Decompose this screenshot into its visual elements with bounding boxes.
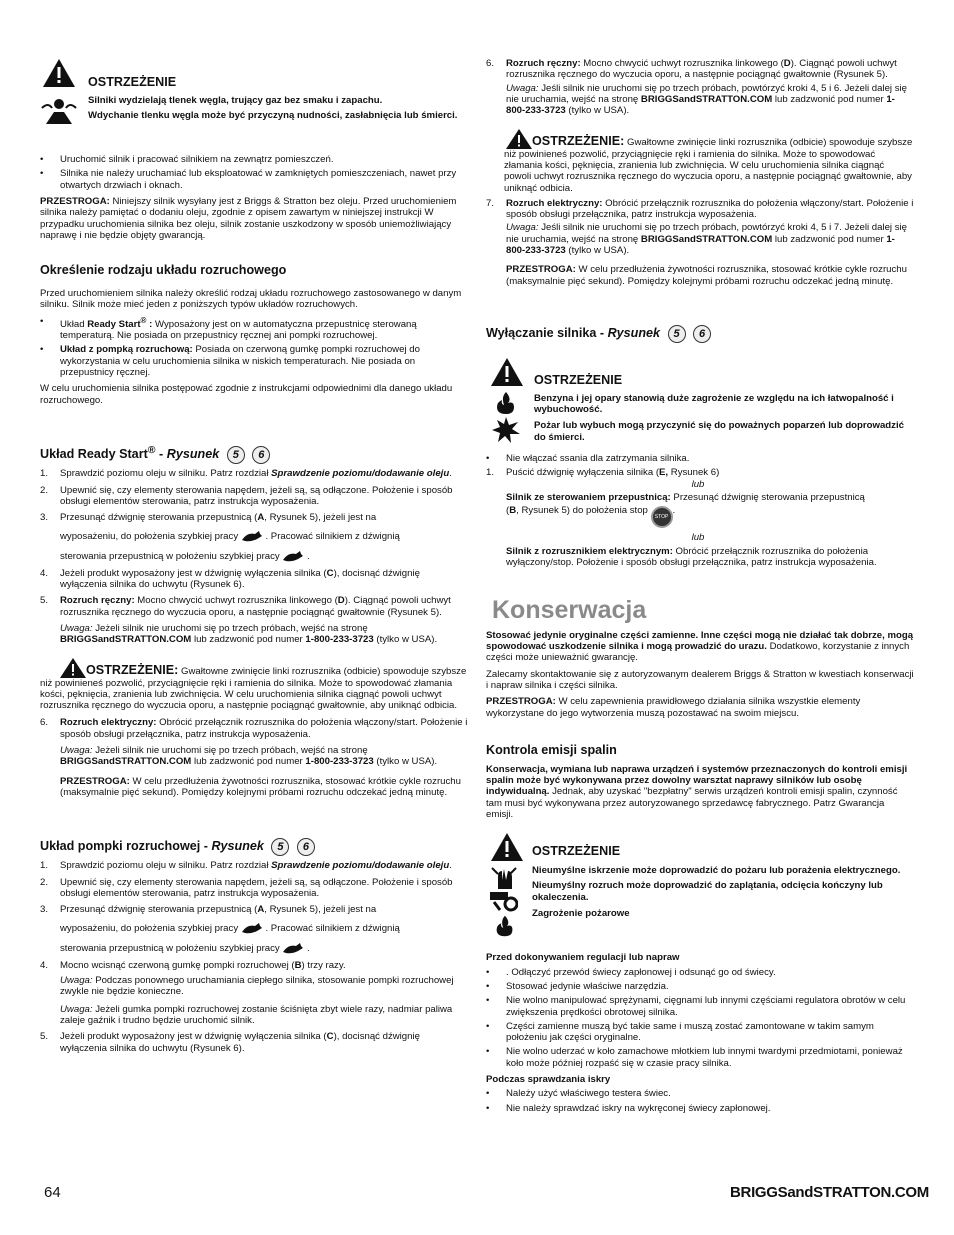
section-title-maintenance: Konserwacja — [492, 596, 647, 625]
step: 4. Mocno wcisnąć czerwoną gumkę pompki rozruchowej (B) trzy razy. Uwaga: Podczas ponownego uruchamiania ciepłego silnika, stosowanie pompki rozruchowej zwykle nie będzie konieczne. Uwaga: Jeżeli gumka pompki rozruchowej zostanie ściśnięta zbyt wiele razy, nadmiar paliwa zaleje gaźnik i trudno będzie uruchomić silnik. — [40, 959, 454, 1027]
list-item: • Nie wolno manipulować sprężynami, cięgnami lub innymi częściami regulatora obrotów w celu zwiększenia prędkości obrotowej silnika. — [486, 995, 914, 1018]
warning-triangle-icon — [506, 129, 532, 149]
recoil-warning: OSTRZEŻENIE: Gwałtowne zwinięcie linki rozrusznika (odbicie) spowoduje szybsze niż powinieneś pozwolić, przyciągnięcie ręki i ramienia do silnika. Może to spowodować złamania kości, pęknięcia, zranienia lub zwichnięcia. W celu uruchomienia silnika ciągnąć powoli uchwyt rozrusznika ręcznego do wyczucia oporu, a następnie pociągnąć gwałtownie, aby uniknąć odbicia. — [40, 658, 468, 712]
section-heading-stopping: Wyłączanie silnika - Rysunek 5 6 — [486, 325, 914, 343]
step: 3. Przesunąć dźwignię sterowania przepustnicą (A, Rysunek 5), jeżeli jest na wyposażeniu, do położenia szybkiej pracy . Pracować silnikiem z dźwignią sterowania przepustnicą w położeniu szybkiej pracy . — [40, 512, 400, 563]
list-item: • . Odłączyć przewód świecy zapłonowej i odsunąć go od świecy. — [486, 967, 914, 978]
rabbit-fast-icon — [241, 922, 263, 934]
figure-6-badge: 6 — [297, 838, 315, 856]
step: 5. Jeżeli produkt wyposażony jest w dźwignię wyłączenia silnika (C), docisnąć dźwignię wyłączenia silnika do uchwytu (Rysunek 6). — [40, 1031, 420, 1054]
warning-triangle-icon — [42, 58, 76, 88]
section-heading: Kontrola emisji spalin — [486, 742, 617, 757]
list-item: • Układ z pompką rozruchową: Posiada on czerwoną gumkę pompki rozruchowej do wykorzystania w celu uruchomienia silnika w niskich temperaturach. Nie posiada on przepustnicy ręcznej. — [40, 344, 468, 378]
list-item: • Stosować jedynie właściwe narzędzia. — [486, 981, 914, 992]
rabbit-fast-icon — [282, 942, 304, 954]
step: 2. Upewnić się, czy elementy sterowania napędem, jeżeli są, są odłączone. Położenie i sposób obsługi elementów sterowania, patrz instrukcja wyposażenia. — [40, 484, 453, 507]
fire-icon — [492, 914, 518, 938]
warning-line: Benzyna i jej opary stanowią duże zagrożenie ze względu na ich łatwopalność i wybuchowość. — [534, 392, 894, 416]
warning-line: Silniki wydzielają tlenek węgla, trujący gaz bez smaku i zapachu. — [88, 94, 383, 106]
step: 6. Rozruch elektryczny: Obrócić przełącznik rozrusznika do położenia włączony/start. Położenie i sposób obsługi przełącznika, patrz instrukcja wyposażenia. Uwaga: Jeżeli silnik nie uruchomi się po trzech próbach, wejść na stronę BRIGGSandSTRATTON.COM lub zadzwonić pod numer 1-800-233-3723 (tylko w USA). PRZESTROGA: W celu przedłużenia żywotności rozrusznika, stosować krótkie cykle rozruchu (maksymalnie pięć sekund). Pomiędzy kolejnymi próbami rozruchu odczekać jedną minutę. — [40, 717, 468, 799]
step: 2. Upewnić się, czy elementy sterowania napędem, jeżeli są, są odłączone. Położenie i sposób obsługi elementów sterowania, patrz instrukcja wyposażenia. — [40, 876, 453, 899]
warning-line: Nieumyślne iskrzenie może doprowadzić do pożaru lub porażenia elektrycznego. — [532, 865, 901, 877]
paragraph: W celu uruchomienia silnika postępować zgodnie z instrukcjami odpowiednimi dla danego układu rozruchowego. — [40, 383, 453, 406]
section-heading-ready-start: Układ Ready Start® - Rysunek 5 6 — [40, 444, 468, 464]
figure-6-badge: 6 — [693, 325, 711, 343]
section-heading-primer: Układ pompki rozruchowej - Rysunek 5 6 — [40, 838, 468, 856]
warning-line: Zagrożenie pożarowe — [532, 908, 630, 920]
stop-bullets — [486, 453, 914, 464]
co-bullets — [40, 154, 468, 191]
figure-5-badge: 5 — [271, 838, 289, 856]
stop-icon: STOP — [651, 506, 673, 528]
warning-title: OSTRZEŻENIE — [534, 373, 623, 387]
entanglement-icon — [490, 890, 518, 912]
left-column — [40, 58, 468, 1059]
maintenance-warning — [486, 832, 914, 948]
list-item: • Nie wolno uderzać w koło zamachowe młotkiem lub innymi twardymi przedmiotami, ponieważ koło może później rozpaść się w czasie pracy silnika. — [486, 1046, 914, 1069]
warning-line: Nieumyślny rozruch może doprowadzić do zaplątania, odcięcia kończyny lub okaleczenia. — [532, 880, 883, 903]
list-item: • Części zamienne muszą być takie same i muszą zostać zamontowane w takim samym położeniu jak części oryginalne. — [486, 1021, 914, 1044]
caution-paragraph: PRZESTROGA: W celu zapewnienia prawidłowego działania silnika wszystkie elementy wykorzystane do jego wytworzenia muszą pozostawać na swoim miejscu. — [486, 696, 861, 719]
warning-triangle-icon — [490, 357, 524, 387]
warning-line: Pożar lub wybuch mogą przyczynić się do poważnych poparzeń lub doprowadzić do śmierci. — [534, 420, 904, 443]
page-number: 64 — [44, 1184, 61, 1201]
brand-footer: BRIGGSandSTRATTON.COM — [730, 1184, 929, 1201]
figure-6-badge: 6 — [252, 446, 270, 464]
caution-paragraph: PRZESTROGA: Niniejszy silnik wysyłany jest z Briggs & Stratton bez oleju. Przed uruchomieniem silnika należy pamiętać o dodaniu oleju, zgodnie z opisem zawartym w niniejszej instrukcji W przypadku uruchomienia silnika bez oleju, silnik zostanie uszkodzony w sposób uniemożliwiający naprawę i nie będzie objęty gwarancją. — [40, 195, 457, 241]
rabbit-fast-icon — [241, 530, 263, 542]
fire-icon — [492, 391, 520, 415]
list-item: • Uruchomić silnik i pracować silnikiem na zewnątrz pomieszczeń. — [40, 154, 468, 165]
spark-check-list — [486, 1088, 914, 1114]
step: 4. Jeżeli produkt wyposażony jest w dźwignię wyłączenia silnika (C), docisnąć dźwignię wyłączenia silnika do uchwytu (Rysunek 6). — [40, 567, 420, 590]
figure-5-badge: 5 — [668, 325, 686, 343]
step: 1. Sprawdzić poziomu oleju w silniku. Patrz rozdział Sprawdzenie poziomu/dodawanie oleju. — [40, 860, 452, 872]
subheading: Przed dokonywaniem regulacji lub napraw — [486, 952, 680, 964]
warning-line: Wdychanie tlenku węgla może być przyczyną nudności, zasłabnięcia lub śmierci. — [88, 110, 458, 122]
before-repair-list — [486, 967, 914, 1070]
rabbit-fast-icon — [282, 550, 304, 562]
step: 6. Rozruch ręczny: Mocno chwycić uchwyt rozrusznika linkowego (D). Ciągnąć powoli uchwyt rozrusznika ręcznego do wyczucia oporu, a następnie pociągnąć gwałtownie (Rysunek 5). Uwaga: Jeśli silnik nie uruchomi się po trzech próbach, powtórzyć kroki 4, 5 i 6. Jeżeli dalej się nie uruchamia, wejść na stronę BRIGGSandSTRATTON.COM lub zadzwonić pod numer 1-800-233-3723 (tylko w USA). — [486, 58, 907, 117]
section-heading: Określenie rodzaju układu rozruchowego — [40, 263, 287, 278]
paragraph: Przed uruchomieniem silnika należy określić rodzaj układu rozruchowego zastosowanego w danym silniku. Silnik może mieć jeden z poniższych typów układów rozruchowych. — [40, 288, 462, 311]
list-item: • Należy użyć właściwego testera świec. — [486, 1088, 914, 1099]
paragraph: Stosować jedynie oryginalne części zamienne. Inne części mogą nie działać tak dobrze, mogą spowodować uszkodzenie silnika i mogą prowadzić do urazu. Dodatkowo, korzystanie z innych części może unieważnić gwarancję. — [486, 629, 914, 664]
list-item: • Silnika nie należy uruchamiać lub eksploatować w zamkniętych pomieszczeniach, nawet przy otwartych drzwiach i oknach. — [40, 168, 468, 191]
warning-triangle-icon — [490, 832, 524, 862]
step: 5. Rozruch ręczny: Mocno chwycić uchwyt rozrusznika linkowego (D). Ciągnąć powoli uchwyt rozrusznika ręcznego do wyczucia oporu, a następnie pociągnąć gwałtownie (Rysunek 5). Uwaga: Jeżeli silnik nie uruchomi się po trzech próbach, wejść na stronę BRIGGSandSTRATTON.COM lub zadzwonić pod numer 1-800-233-3723 (tylko w USA). — [40, 595, 451, 646]
list-item: • Nie należy sprawdzać iskry na wykręconej świecy zapłonowej. — [486, 1103, 914, 1114]
explosion-icon — [492, 417, 520, 443]
list-item: • Nie włączać ssania dla zatrzymania silnika. — [486, 453, 914, 464]
fuel-warning — [486, 357, 914, 449]
step: 1. Sprawdzić poziomu oleju w silniku. Patrz rozdział Sprawdzenie poziomu/dodawanie oleju. — [40, 468, 452, 480]
electric-shock-icon — [490, 866, 518, 890]
subheading: Podczas sprawdzania iskry — [486, 1074, 611, 1086]
step: 1. Puścić dźwignię wyłączenia silnika (E, Rysunek 6) lub Silnik ze sterowaniem przepustnicą: Przesunąć dźwignię sterowania przepustnicą (B, Rysunek 5) do położenia stop STOP. lub Silnik z rozrusznikiem elektrycznym: Obrócić przełącznik rozrusznika do położenia wyłączony/stop. Położenie i sposób obsługi przełącznika, patrz instrukcja wyposażenia. — [486, 467, 877, 568]
warning-title: OSTRZEŻENIE — [88, 75, 177, 89]
list-item: • Układ Ready Start® : Wyposażony jest on w automatyczna przepustnicę sterowaną temperaturą. Nie posiada on przepustnicy ręcznej ani pompki rozruchowej. — [40, 316, 468, 342]
paragraph: Konserwacja, wymiana lub naprawa urządzeń i systemów przeznaczonych do kontroli emisji spalin może być wykonywana przez dowolny warsztat naprawy silników lub osobę indywidualną. Jednak, aby uzyskać "bezpłatny" serwis urządzeń kontroli emisji spalin, czynność tam musi być wykonywana przez autoryzowanego sprzedawcę fabrycznego. Patrz Gwarancja emisji. — [486, 763, 908, 820]
right-column — [486, 58, 914, 1119]
toxic-fumes-icon — [40, 96, 78, 128]
step: 7. Rozruch elektryczny: Obrócić przełącznik rozrusznika do położenia włączony/start. Położenie i sposób obsługi przełącznika, patrz instrukcja wyposażenia. Uwaga: Jeśli silnik nie uruchomi się po trzech próbach, powtórzyć kroki 4, 5 i 7. Jeżeli dalej się nie uruchamia, wejść na stronę BRIGGSandSTRATTON.COM lub zadzwonić pod numer 1-800-233-3723 (tylko w USA). PRZESTROGA: W celu przedłużenia żywotności rozrusznika, stosować krótkie cykle rozruchu (maksymalnie pięć sekund). Pomiędzy kolejnymi próbami rozruchu odczekać jedną minutę. — [486, 197, 914, 287]
starter-types-list — [40, 316, 468, 379]
paragraph: Zalecamy skontaktowanie się z autoryzowanym dealerem Briggs & Stratton w kwestiach konserwacji i napraw silnika i części silnika. — [486, 668, 914, 691]
step: 3. Przesunąć dźwignię sterowania przepustnicą (A, Rysunek 5), jeżeli jest na wyposażeniu, do położenia szybkiej pracy . Pracować silnikiem z dźwignią sterowania przepustnicą w położeniu szybkiej pracy . — [40, 904, 400, 955]
warning-title: OSTRZEŻENIE — [532, 844, 621, 859]
figure-5-badge: 5 — [227, 446, 245, 464]
recoil-warning: OSTRZEŻENIE: Gwałtowne zwinięcie linki rozrusznika (odbicie) spowoduje szybsze niż powinieneś pozwolić, przyciągnięcie ręki i ramienia do silnika. Może to spowodować złamania kości, pęknięcia, zranienia lub zwichnięcia. W celu uruchomienia silnika ciągnąć powoli uchwyt rozrusznika ręcznego do wyczucia oporu, a następnie pociągnąć gwałtownie, aby uniknąć odbicia. — [504, 129, 914, 194]
warning-triangle-icon — [60, 658, 86, 678]
co-warning — [40, 58, 468, 146]
